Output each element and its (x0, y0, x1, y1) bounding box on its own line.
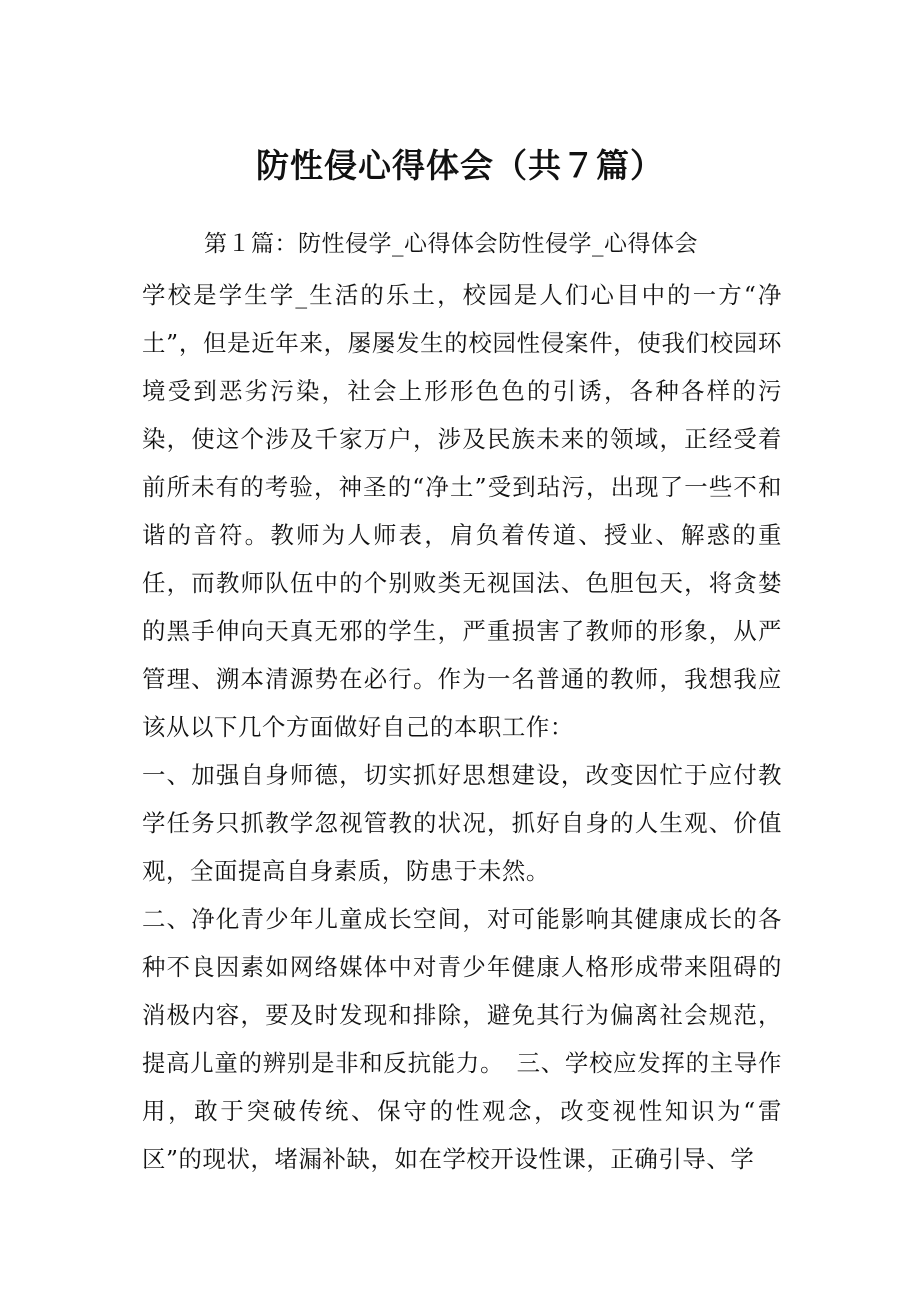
document-title: 防性侵心得体会（共７篇） (256, 146, 664, 185)
body-paragraph-3: 二、净化青少年儿童成长空间，对可能影响其健康成长的各种不良因素如网络媒体中对青少年健康人格形成带来阻碍的消极内容，要及时发现和排除，避免其行为偏离社会规范，提高儿童的辨别是非和反抗能力。 三、学校应发挥的主导作用，敢于突破传统、保守的性观念，改变视性知识为“雷区”的现状，堵漏补缺，如在学校开设性课，正确引导、学 (142, 905, 782, 1173)
document-subtitle: 第１篇：防性侵学_心得体会防性侵学_心得体会 (204, 231, 698, 257)
body-paragraph-2: 一、加强自身师德，切实抓好思想建设，改变因忙于应付教学任务只抓教学忽视管教的状况，抓好自身的人生观、价值观，全面提高自身素质，防患于未然。 (142, 761, 782, 885)
document-body (142, 271, 782, 1183)
body-paragraph-1: 学校是学生学_生活的乐土，校园是人们心目中的一方“净土”，但是近年来，屡屡发生的校园性侵案件，使我们校园环境受到恶劣污染，社会上形形色色的引诱，各种各样的污染，使这个涉及千家万户，涉及民族未来的领域，正经受着前所未有的考验，神圣的“净土”受到玷污，出现了一些不和谐的音符。教师为人师表，肩负着传道、授业、解惑的重任，而教师队伍中的个别败类无视国法、色胆包天，将贪婪的黑手伸向天真无邪的学生，严重损害了教师的形象，从严管理、溯本清源势在必行。作为一名普通的教师，我想我应该从以下几个方面做好自己的本职工作： (142, 281, 782, 741)
